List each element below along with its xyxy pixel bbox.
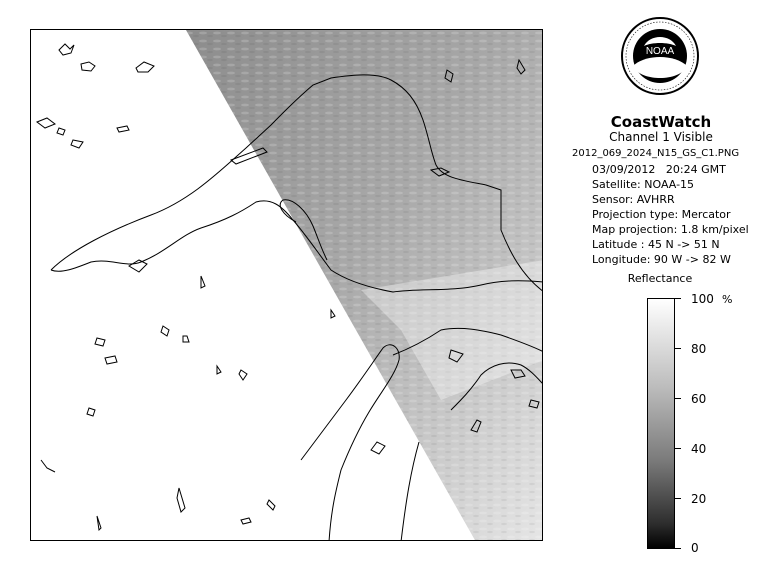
- map-projection-label: Map projection: 1.8 km/pixel: [592, 223, 749, 236]
- logo-text: NOAA: [645, 46, 675, 57]
- app-title: CoastWatch: [610, 113, 712, 131]
- colorbar-tick: [675, 298, 681, 299]
- colorbar-axis: [675, 292, 735, 555]
- river-line: [401, 442, 419, 541]
- colorbar-tick-label: 20: [691, 492, 707, 506]
- acquisition-date: 03/09/2012: [592, 163, 656, 176]
- projection-type-label: Projection type: Mercator: [592, 208, 731, 221]
- colorbar-tick: [675, 548, 681, 549]
- colorbar-title: Reflectance: [627, 272, 693, 285]
- image-filename: 2012_069_2024_N15_GS_C1.PNG: [572, 148, 740, 159]
- satellite-map: [30, 29, 543, 541]
- noaa-logo: [620, 16, 700, 112]
- colorbar-tick-label: 100: [691, 292, 714, 306]
- colorbar-unit: %: [722, 293, 733, 306]
- colorbar-tick-label: 60: [691, 392, 707, 406]
- acquisition-datetime: [592, 162, 726, 177]
- latitude-label: Latitude : 45 N -> 51 N: [592, 238, 720, 251]
- sensor-label: Sensor: AVHRR: [592, 193, 675, 206]
- colorbar-tick-label: 40: [691, 442, 707, 456]
- colorbar-tick-label: 80: [691, 342, 707, 356]
- colorbar-tick: [675, 498, 681, 499]
- colorbar-tick-label: 0: [691, 541, 699, 555]
- longitude-label: Longitude: 90 W -> 82 W: [592, 253, 731, 266]
- colorbar-tick: [675, 448, 681, 449]
- colorbar-tick: [675, 348, 681, 349]
- satellite-label: Satellite: NOAA-15: [592, 178, 695, 191]
- channel-label: Channel 1 Visible: [609, 130, 713, 144]
- map-canvas: [31, 30, 543, 541]
- acquisition-time: 20:24 GMT: [665, 163, 726, 176]
- colorbar: [647, 298, 675, 549]
- colorbar-tick: [675, 398, 681, 399]
